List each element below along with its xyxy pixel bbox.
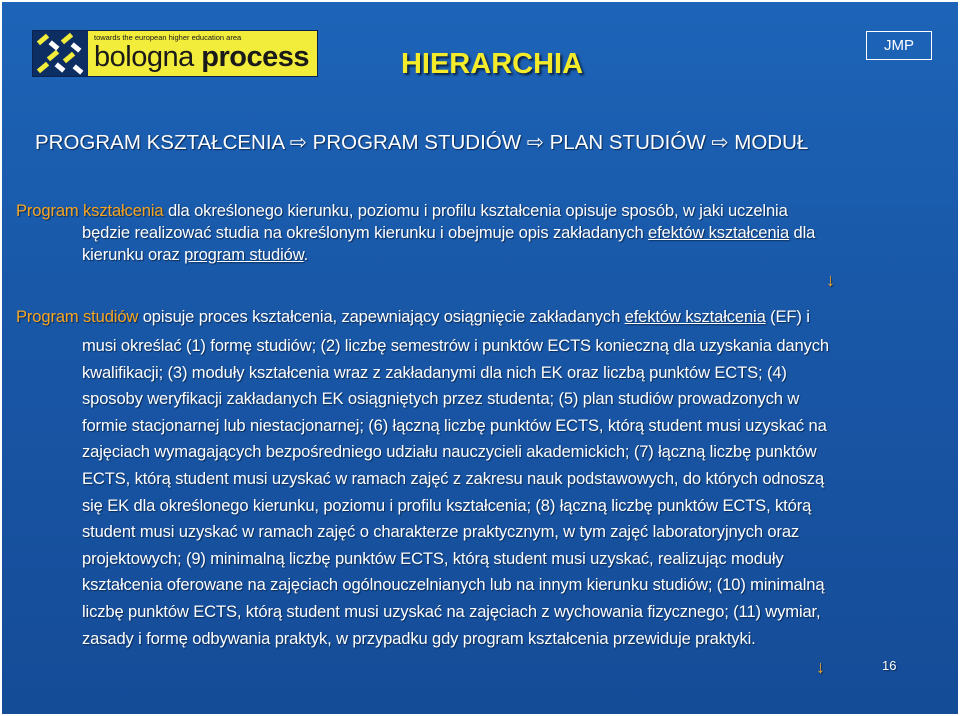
text: kierunku oraz bbox=[82, 245, 185, 264]
para1-line3 bbox=[82, 245, 308, 265]
text: . bbox=[303, 245, 309, 264]
logo-name-light: bologna bbox=[94, 41, 194, 73]
para1-line1 bbox=[16, 201, 788, 221]
text: opisuje proces kształcenia, zapewniający osiągnięcie zakładanych bbox=[138, 307, 625, 326]
para1-line2 bbox=[82, 223, 815, 243]
page-number: 16 bbox=[882, 658, 897, 673]
para2-body-line: kwalifikacji; (3) moduły kształcenia wraz z zakładanymi dla nich EK oraz liczbą punktów ECTS; (4) bbox=[82, 362, 787, 382]
para2-body-line: liczbę punktów ECTS, którą student musi uzyskać na zajęciach z wychowania fizycznego; (11) wymiar, bbox=[82, 602, 821, 621]
logo-name-bold: process bbox=[201, 41, 310, 73]
para2-body-line: zajęciach wymagających bezpośredniego udziału nauczycieli akademickich; (7) łączną liczbę punktów bbox=[82, 442, 817, 462]
author-badge: JMP bbox=[866, 31, 932, 60]
text: dla określonego kierunku, poziomu i profilu kształcenia opisuje sposób, w jaki uczelnia bbox=[163, 201, 788, 220]
link-efekty-ksztalcenia[interactable]: efektów kształcenia bbox=[648, 223, 790, 242]
para2-body-line: ECTS, którą student musi uzyskać w ramach zajęć z zakresu nauk podstawowych, do których odnoszą bbox=[82, 469, 825, 488]
para2-body-line: się EK dla określonego kierunku, poziomu i profilu kształcenia; (8) łączną liczbę punktów ECTS, którą bbox=[82, 495, 812, 515]
para2-body-line: projektowych; (9) minimalną liczbę punktów ECTS, którą student musi uzyskać, realizując moduły bbox=[82, 548, 784, 568]
para2-body-line: formie stacjonarnej lub niestacjonarnej; (6) łączną liczbę punktów ECTS, którą student musi uzyskać na bbox=[82, 415, 827, 435]
para2-body-line: musi określać (1) formę studiów; (2) liczbę semestrów i punktów ECTS konieczną dla uzyskania danych bbox=[82, 336, 829, 355]
para2-body-line: student musi uzyskać w ramach zajęć o charakterze praktycznym, w tym zajęć laboratoryjnych oraz bbox=[82, 522, 800, 542]
para2-body-line: zasady i formę odbywania praktyk, w przypadku gdy program kształcenia przewiduje praktyki. bbox=[82, 628, 756, 648]
text: (EF) i bbox=[765, 307, 810, 326]
link-program-studiow[interactable]: program studiów bbox=[184, 245, 304, 264]
down-arrow-icon: ↓ bbox=[826, 270, 835, 290]
logo-tagline: towards the european higher education area bbox=[94, 33, 242, 42]
para2-line1 bbox=[16, 307, 810, 327]
link-efekty-ksztalcenia-2[interactable]: efektów kształcenia bbox=[624, 307, 766, 326]
slide-title: HIERARCHIA bbox=[400, 48, 584, 80]
para2-body-line: kształcenia oferowane na zajęciach ogólnouczelnianych lub na innym kierunku studiów; (10) minimalną bbox=[82, 575, 825, 595]
text: będzie realizować studia na określonym kierunku i obejmuje opis zakładanych bbox=[82, 223, 649, 242]
para2-body-line: sposoby weryfikacji zakładanych EK osiągniętych przez studenta; (5) plan studiów prowadzonych w bbox=[82, 389, 800, 409]
term-program-studiow: Program studiów bbox=[16, 307, 139, 326]
term-program-ksztalcenia: Program kształcenia bbox=[16, 201, 164, 220]
down-arrow-icon: ↓ bbox=[816, 657, 825, 677]
text: dla bbox=[789, 223, 816, 242]
hierarchy-line: PROGRAM KSZTAŁCENIA ⇨ PROGRAM STUDIÓW ⇨ PLAN STUDIÓW ⇨ MODUŁ bbox=[35, 131, 809, 154]
